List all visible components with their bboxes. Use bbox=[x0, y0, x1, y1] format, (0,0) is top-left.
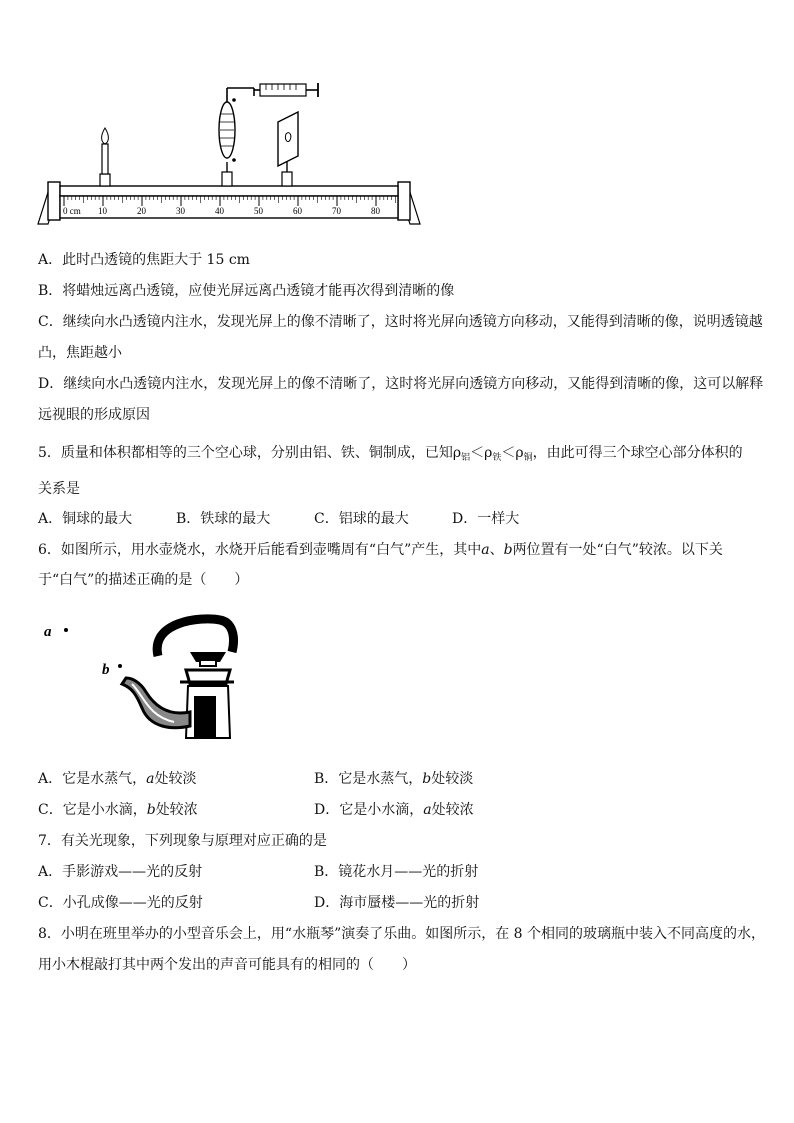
q6-sep: 、 bbox=[489, 542, 504, 558]
lens-holder bbox=[222, 172, 232, 186]
kettle-point-a bbox=[64, 628, 68, 632]
q7-option-c[interactable]: C．小孔成像——光的反射 bbox=[38, 895, 203, 911]
ruler-label: 80 bbox=[371, 206, 380, 216]
q6-option-d-post: 处较浓 bbox=[431, 802, 474, 818]
bench-left-end bbox=[48, 182, 60, 220]
ruler-label: 30 bbox=[176, 206, 185, 216]
q8-stem-line1: 8．小明在班里举办的小型音乐会上，用“水瓶琴”演奏了乐曲。如图所示，在 8 个相同的玻璃瓶中装入不同高度的水， bbox=[38, 926, 766, 942]
q6-option-c[interactable] bbox=[38, 800, 198, 820]
kettle-figure bbox=[40, 612, 240, 742]
kettle-handle bbox=[157, 619, 233, 656]
q5-option-a[interactable]: A．铜球的最大 bbox=[38, 511, 133, 527]
kettle-point-b bbox=[118, 664, 122, 668]
q6-stem-pre: 6．如图所示，用水壶烧水，水烧开后能看到壶嘴周有“白气”产生，其中 bbox=[38, 542, 482, 558]
q5-lt2: ＜ρ bbox=[501, 445, 524, 461]
ruler-label: 0 cm bbox=[63, 206, 81, 216]
q5-sub-fe: 铁 bbox=[492, 453, 502, 463]
kettle-label-b: b bbox=[102, 662, 110, 678]
q7-option-b[interactable]: B．镜花水月——光的折射 bbox=[314, 864, 479, 880]
q6-option-c-post: 处较浓 bbox=[155, 802, 198, 818]
q4-option-d-line2: 远视眼的形成原因 bbox=[38, 407, 150, 423]
q4-option-b[interactable]: B．将蜡烛远离凸透镜，应使光屏远离凸透镜才能再次得到清晰的像 bbox=[38, 283, 455, 299]
q6-stem-line1 bbox=[38, 540, 723, 560]
bench-rail-top bbox=[60, 186, 398, 196]
bench-right-end bbox=[398, 182, 410, 220]
q5-lt1: ＜ρ bbox=[470, 445, 493, 461]
q6-option-a[interactable] bbox=[38, 769, 196, 789]
kettle-lid-knob bbox=[200, 660, 216, 666]
ruler-label: 20 bbox=[137, 206, 146, 216]
q6-var-b: b bbox=[503, 542, 513, 558]
ruler-label: 70 bbox=[332, 206, 341, 216]
kettle-label-a: a bbox=[44, 624, 52, 640]
q5-sub-al: 铝 bbox=[461, 453, 471, 463]
q6-option-c-text: C．它是小水滴， bbox=[38, 802, 147, 818]
q7-option-a[interactable]: A．手影游戏——光的反射 bbox=[38, 864, 203, 880]
syringe-barrel bbox=[260, 84, 306, 96]
kettle-body-stripe bbox=[194, 696, 216, 738]
q7-stem: 7．有关光现象，下列现象与原理对应正确的是 bbox=[38, 833, 327, 849]
q6-option-d[interactable] bbox=[314, 800, 474, 820]
lens-clip-bottom bbox=[232, 158, 236, 162]
q6-stem-line2: 于“白气”的描述正确的是（ ） bbox=[38, 572, 249, 588]
candle-flame bbox=[102, 128, 109, 144]
lens-clip-top bbox=[232, 98, 236, 102]
q5-sub-cu: 铜 bbox=[523, 453, 533, 463]
q5-option-b[interactable]: B．铁球的最大 bbox=[176, 511, 271, 527]
q6-option-b-text: B．它是水蒸气， bbox=[314, 771, 423, 787]
q5-option-d[interactable]: D．一样大 bbox=[452, 511, 520, 527]
q5-option-c[interactable]: C．铝球的最大 bbox=[314, 511, 409, 527]
q6-option-d-var: a bbox=[423, 802, 432, 818]
q5-stem-line2: 关系是 bbox=[38, 481, 80, 497]
q5-stem-line1 bbox=[38, 443, 743, 468]
candle bbox=[102, 144, 108, 174]
ruler-label: 10 bbox=[98, 206, 107, 216]
q5-stem-pre: 5．质量和体积都相等的三个空心球，分别由铝、铁、铜制成，已知ρ bbox=[38, 445, 462, 461]
q6-option-b-var: b bbox=[422, 771, 432, 787]
q6-option-d-text: D．它是小水滴， bbox=[314, 802, 424, 818]
optical-bench-figure bbox=[36, 78, 426, 228]
q6-option-c-var: b bbox=[146, 802, 156, 818]
q6-option-a-post: 处较淡 bbox=[154, 771, 197, 787]
q4-option-d-line1[interactable]: D．继续向水凸透镜内注水，发现光屏上的像不清晰了，这时将光屏向透镜方向移动，又能得到清晰的像，这可以解释 bbox=[38, 376, 764, 392]
q6-option-a-var: a bbox=[146, 771, 155, 787]
screen-image bbox=[285, 133, 290, 142]
ruler-label: 40 bbox=[215, 206, 224, 216]
ruler-label: 60 bbox=[293, 206, 302, 216]
q8-stem-line2: 用小木棍敲打其中两个发出的声音可能具有的相同的（ ） bbox=[38, 957, 416, 973]
q6-stem-post: 两位置有一处“白气”较浓。以下关 bbox=[512, 542, 723, 558]
q6-var-a: a bbox=[481, 542, 490, 558]
ruler-label: 50 bbox=[254, 206, 263, 216]
q4-option-a[interactable]: A．此时凸透镜的焦距大于 15 cm bbox=[38, 252, 250, 268]
q6-option-b[interactable] bbox=[314, 769, 473, 789]
q4-option-c-line2: 凸，焦距越小 bbox=[38, 345, 122, 361]
q6-option-a-text: A．它是水蒸气， bbox=[38, 771, 147, 787]
screen-holder bbox=[282, 172, 292, 186]
q7-option-d[interactable]: D．海市蜃楼——光的折射 bbox=[314, 895, 480, 911]
q4-option-c-line1[interactable]: C．继续向水凸透镜内注水，发现光屏上的像不清晰了，这时将光屏向透镜方向移动，又能得到清晰的像，说明透镜越 bbox=[38, 314, 763, 330]
candle-holder bbox=[100, 174, 110, 186]
q5-stem-post: ，由此可得三个球空心部分体积的 bbox=[532, 445, 743, 461]
q6-option-b-post: 处较淡 bbox=[431, 771, 474, 787]
